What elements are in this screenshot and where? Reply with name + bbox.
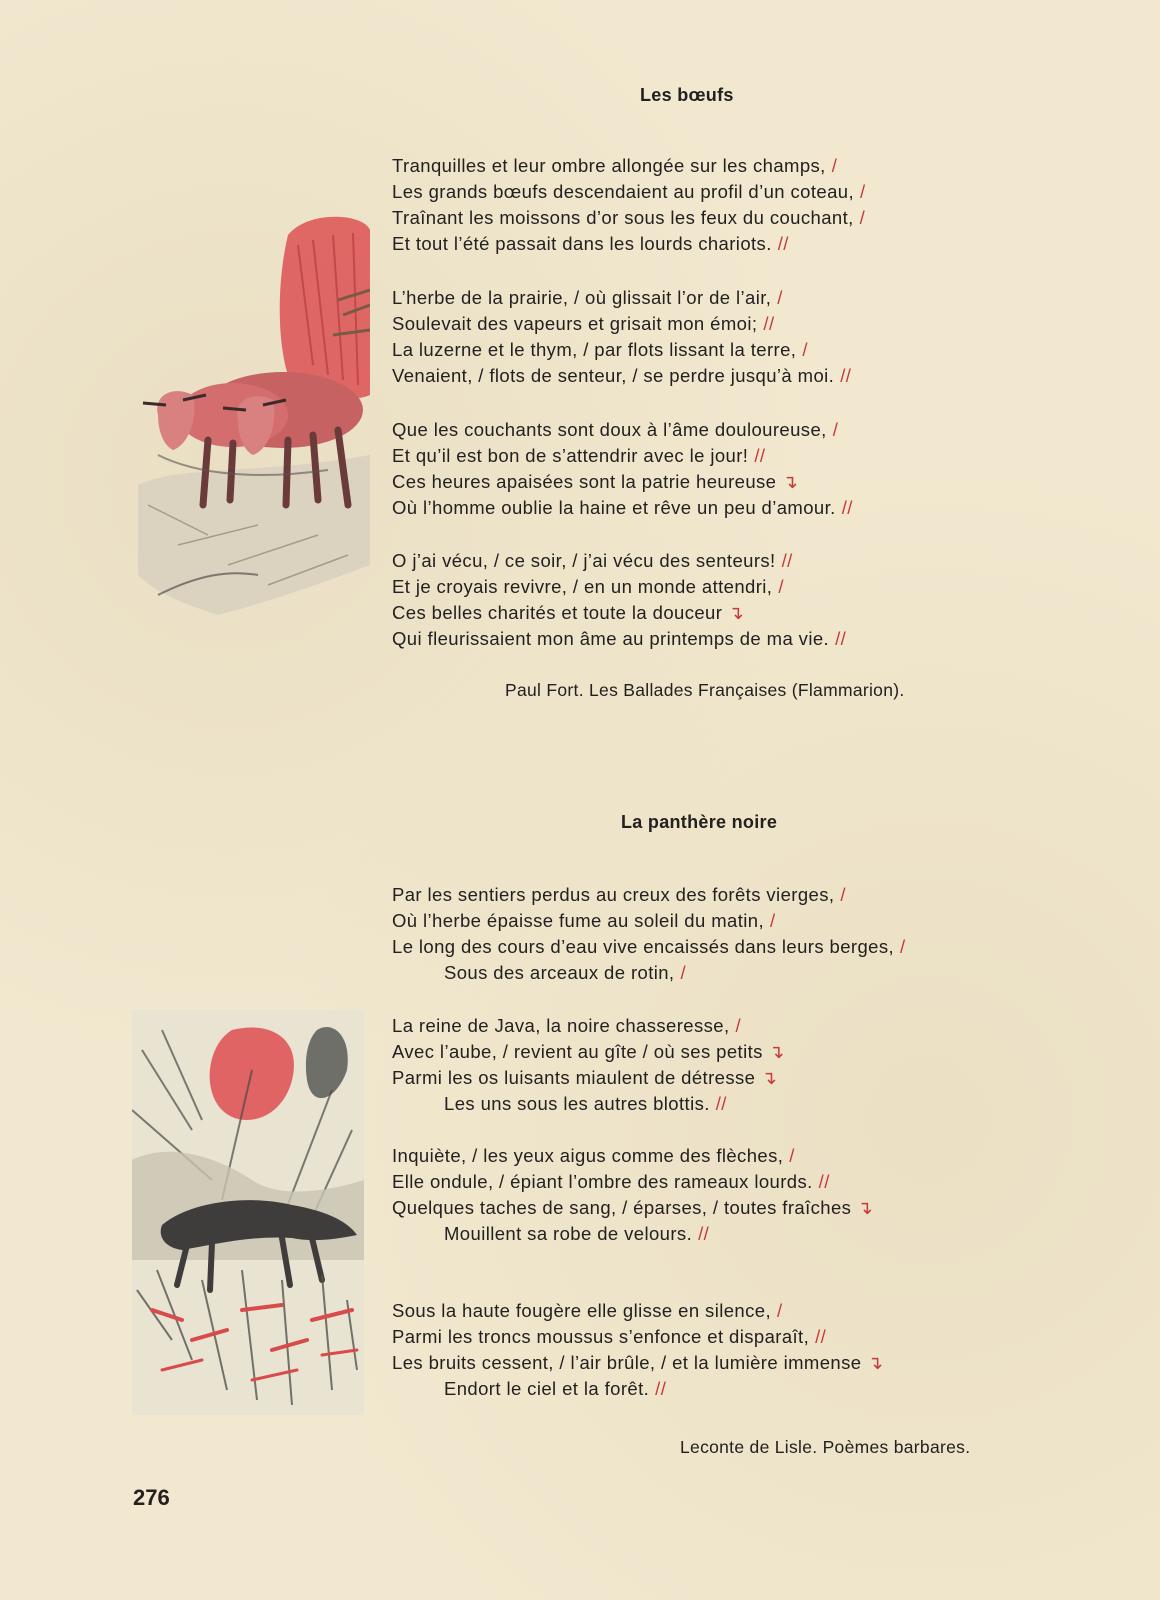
- poem2-stanza-4: [392, 1298, 883, 1402]
- verse-line: O j’ai vécu, / ce soir, / j’ai vécu des senteurs! //: [392, 550, 793, 571]
- verse-line: Parmi les os luisants miaulent de détresse ↴: [392, 1067, 778, 1088]
- verse-line: Le long des cours d’eau vive encaissés dans leurs berges, /: [392, 936, 906, 957]
- poem1-stanza-4: [392, 548, 846, 652]
- reading-mark: ↴: [728, 602, 745, 623]
- reading-mark: //: [835, 628, 847, 649]
- reading-mark: /: [777, 1300, 783, 1321]
- reading-mark: /: [831, 155, 838, 176]
- reading-mark: //: [781, 550, 793, 571]
- verse-line: Et je croyais revivre, / en un monde attendri, /: [392, 576, 784, 597]
- oxen-illustration: [138, 205, 370, 615]
- verse-line: Où l’homme oublie la haine et rêve un peu d’amour. //: [392, 497, 853, 518]
- poem2-stanza-1: [392, 882, 906, 986]
- verse-line: Sous la haute fougère elle glisse en silence, /: [392, 1300, 783, 1321]
- poem1-stanza-2: [392, 285, 851, 389]
- verse-line: Tranquilles et leur ombre allongée sur les champs, /: [392, 155, 838, 176]
- reading-mark: ↴: [782, 471, 799, 492]
- reading-mark: //: [840, 365, 852, 386]
- reading-mark: /: [860, 181, 866, 202]
- page-number: 276: [133, 1485, 170, 1510]
- reading-mark: /: [832, 419, 839, 440]
- reading-mark: /: [900, 936, 906, 957]
- panther-illustration: [132, 1010, 364, 1415]
- poem1-stanza-1: [392, 153, 866, 257]
- verse-line: Et tout l’été passait dans les lourds chariots. //: [392, 233, 789, 254]
- reading-mark: //: [698, 1223, 710, 1244]
- verse-line: Où l’herbe épaisse fume au soleil du matin, /: [392, 910, 776, 931]
- reading-mark: /: [680, 962, 687, 983]
- verse-line: Venaient, / flots de senteur, / se perdre jusqu’à moi. //: [392, 365, 852, 386]
- reading-mark: /: [777, 287, 783, 308]
- reading-mark: //: [777, 233, 789, 254]
- reading-mark: ↴: [867, 1352, 884, 1373]
- reading-mark: /: [840, 884, 846, 905]
- reading-mark: ↴: [761, 1067, 778, 1088]
- poem1-stanza-3: [392, 417, 853, 521]
- verse-line: Traînant les moissons d’or sous les feux du couchant, /: [392, 207, 866, 228]
- poem2-source: Leconte de Lisle. Poèmes barbares.: [680, 1437, 971, 1457]
- reading-mark: //: [655, 1378, 667, 1399]
- verse-line: Et qu’il est bon de s’attendrir avec le jour! //: [392, 445, 766, 466]
- reading-mark: ↴: [857, 1197, 874, 1218]
- verse-line: Que les couchants sont doux à l’âme douloureuse, /: [392, 419, 839, 440]
- reading-mark: //: [763, 313, 775, 334]
- verse-line: Elle ondule, / épiant l’ombre des rameaux lourds. //: [392, 1171, 830, 1192]
- reading-mark: /: [859, 207, 866, 228]
- poem-title-la-panthere-noire: La panthère noire: [621, 812, 778, 832]
- reading-mark: /: [789, 1145, 795, 1166]
- verse-line: Par les sentiers perdus au creux des forêts vierges, /: [392, 884, 846, 905]
- verse-line: Avec l’aube, / revient au gîte / où ses petits ↴: [392, 1041, 785, 1062]
- reading-mark: //: [715, 1093, 727, 1114]
- reading-mark: //: [818, 1171, 830, 1192]
- verse-line: Soulevait des vapeurs et grisait mon émoi; //: [392, 313, 775, 334]
- reading-mark: /: [778, 576, 784, 597]
- poem-title-les-boeufs: Les bœufs: [640, 85, 734, 105]
- verse-line: Quelques taches de sang, / éparses, / toutes fraîches ↴: [392, 1197, 874, 1218]
- verse-line: La reine de Java, la noire chasseresse, /: [392, 1015, 742, 1036]
- verse-line: Mouillent sa robe de velours. //: [444, 1223, 710, 1244]
- verse-line: Ces heures apaisées sont la patrie heureuse ↴: [392, 471, 799, 492]
- reading-mark: //: [815, 1326, 827, 1347]
- reading-mark: /: [802, 339, 808, 360]
- reading-mark: /: [735, 1015, 742, 1036]
- reading-mark: /: [769, 910, 776, 931]
- verse-line: Les grands bœufs descendaient au profil d’un coteau, /: [392, 181, 866, 202]
- reading-mark: //: [754, 445, 766, 466]
- verse-line: Les uns sous les autres blottis. //: [444, 1093, 727, 1114]
- poem1-source: Paul Fort. Les Ballades Françaises (Flammarion).: [505, 680, 905, 700]
- verse-line: Ces belles charités et toute la douceur ↴: [392, 602, 745, 623]
- reading-mark: //: [841, 497, 853, 518]
- verse-line: Sous des arceaux de rotin, /: [444, 962, 687, 983]
- verse-line: Inquiète, / les yeux aigus comme des flèches, /: [392, 1145, 795, 1166]
- reading-mark: ↴: [768, 1041, 785, 1062]
- verse-line: Parmi les troncs moussus s’enfonce et disparaît, //: [392, 1326, 827, 1347]
- poem2-stanza-3: [392, 1143, 873, 1247]
- verse-line: La luzerne et le thym, / par flots lissant la terre, /: [392, 339, 808, 360]
- verse-line: Les bruits cessent, / l’air brûle, / et la lumière immense ↴: [392, 1352, 884, 1373]
- verse-line: L’herbe de la prairie, / où glissait l’or de l’air, /: [392, 287, 783, 308]
- verse-line: Endort le ciel et la forêt. //: [444, 1378, 667, 1399]
- verse-line: Qui fleurissaient mon âme au printemps de ma vie. //: [392, 628, 847, 649]
- poem2-stanza-2: [392, 1013, 785, 1117]
